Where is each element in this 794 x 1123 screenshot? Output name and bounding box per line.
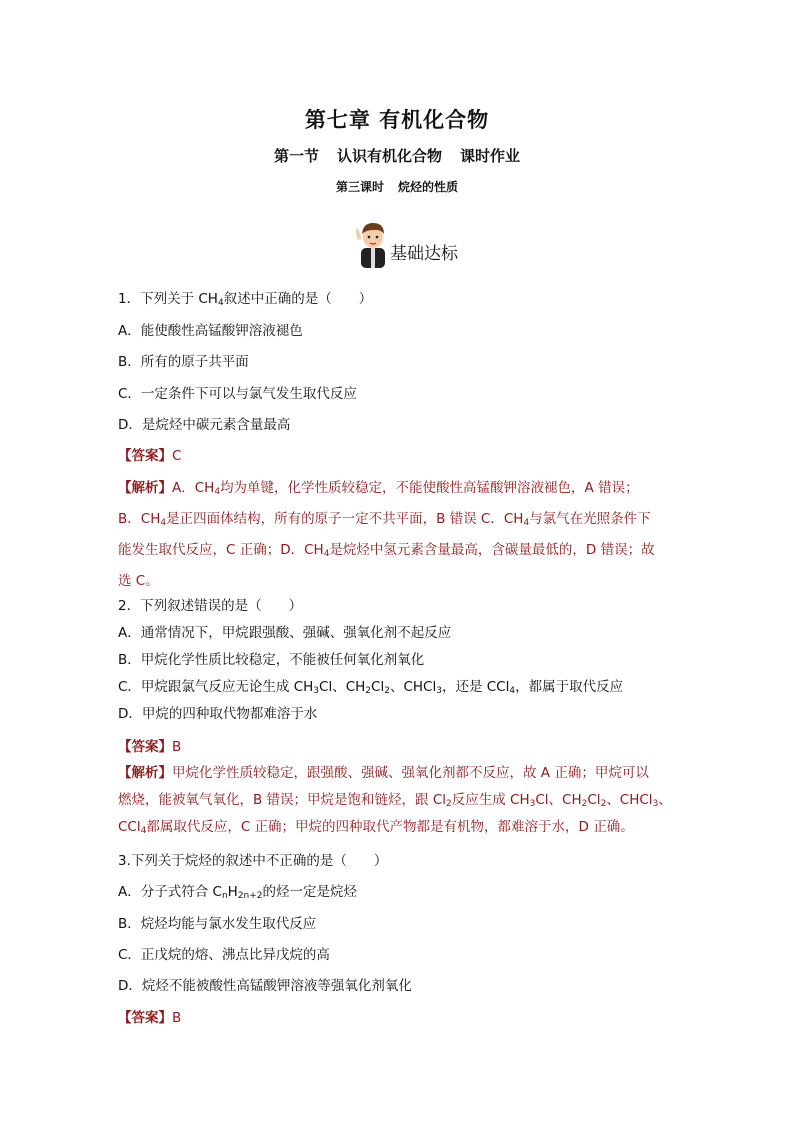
- q1-analysis-line1: [118, 479, 686, 497]
- q1-answer-value: C: [172, 448, 182, 464]
- q1-stem-end: 叙述中正确的是（ ）: [223, 291, 373, 307]
- q3-answer-value: B: [172, 1010, 182, 1026]
- q2-c-sub1: 3: [313, 686, 320, 696]
- section-number: 第一节: [273, 147, 319, 165]
- q2-a3-text-end: 都属取代反应，C 正确；甲烷的四种取代产物都是有机物，都难溶于水，D 正确。: [146, 819, 634, 835]
- q2-a1-text: 甲烷化学性质较稳定，跟强酸、强碱、强氧化剂都不反应，故 A 正确；甲烷可以: [172, 765, 649, 781]
- q1-analysis-line3: [118, 541, 686, 559]
- q1-a2-sub2: 4: [523, 518, 530, 528]
- q2-a2-sub4: 2: [600, 799, 607, 809]
- q2-c-sub4: 3: [436, 686, 442, 696]
- q1-stem-sub: 4: [217, 298, 224, 308]
- q2-c-text2: Cl、CH: [319, 679, 366, 695]
- q1-analysis-label: 【解析】: [118, 480, 172, 496]
- basics-banner: [356, 218, 458, 268]
- q3-a-sub1: n: [221, 891, 228, 901]
- q2-c-sub3: 2: [384, 686, 390, 696]
- q1-answer: [118, 447, 686, 465]
- q3-a-text2: H: [227, 884, 238, 900]
- q1-a2-text: B．CH: [118, 511, 161, 527]
- q3-option-a: [118, 883, 686, 901]
- q1-answer-label: 【答案】: [118, 448, 172, 464]
- q1-option-b: B．所有的原子共平面: [118, 354, 249, 370]
- q1-option-c: C．一定条件下可以与氯气发生取代反应: [118, 386, 357, 402]
- q3-a-sub2: 2n+2: [237, 891, 263, 901]
- q2-analysis-line1: [118, 764, 686, 782]
- q1-analysis-line2: [118, 510, 686, 528]
- q1-a2-text-end: 与氯气在光照条件下: [529, 511, 651, 527]
- q1-a1-sub: 4: [214, 487, 221, 497]
- section-title: 认识有机化合物: [336, 147, 442, 165]
- q2-c-text3: Cl: [371, 679, 385, 695]
- q3-a-text: A．分子式符合 C: [118, 884, 222, 900]
- q2-a2-sub1: 2: [446, 799, 452, 809]
- q3-answer-label: 【答案】: [118, 1010, 172, 1026]
- q2-c-sub5: 4: [509, 686, 516, 696]
- q2-c-sub2: 2: [365, 686, 372, 696]
- q2-a2-sub3: 2: [581, 799, 588, 809]
- q2-analysis-line2: [118, 791, 686, 809]
- q1-option-a: A．能使酸性高锰酸钾溶液褪色: [118, 323, 303, 339]
- q2-a3-sub: 4: [140, 826, 147, 836]
- q2-analysis-line3: [118, 818, 686, 836]
- q3-option-d: D．烷烃不能被酸性高锰酸钾溶液等强氧化剂氧化: [118, 978, 412, 994]
- q2-stem: 2．下列叙述错误的是（ ）: [118, 598, 303, 614]
- q2-analysis-label: 【解析】: [118, 765, 172, 781]
- q2-a2-text: 燃烧，能被氧气氧化，B 错误；甲烷是饱和链烃，跟 Cl: [118, 792, 447, 808]
- homework-label: 课时作业: [460, 147, 521, 165]
- q3-a-text-end: 的烃一定是烷烃: [262, 884, 358, 900]
- q2-a2-sub2: 3: [529, 799, 536, 809]
- lesson-number: 第三课时: [335, 180, 384, 194]
- q1-a3-sub: 4: [323, 549, 330, 559]
- q2-a2-text-end: 、: [658, 792, 672, 808]
- banner-label: 基础达标: [390, 244, 458, 264]
- q2-c-text: C．甲烷跟氯气反应无论生成 CH: [118, 679, 314, 695]
- q2-option-c: [118, 678, 686, 696]
- student-icon: [356, 220, 390, 268]
- q1-stem-text: 1．下列关于 CH: [118, 291, 218, 307]
- chapter-title: 第七章 有机化合物: [304, 108, 490, 132]
- q2-a3-text: CCl: [118, 819, 141, 835]
- q2-c-text4: 、CHCl: [389, 679, 437, 695]
- section-heading: [0, 145, 794, 166]
- q2-a2-text2: 反应生成 CH: [451, 792, 530, 808]
- q1-a3-text-end: 是烷烃中氢元素含量最高，含碳量最低的，D 错误；故: [329, 542, 655, 558]
- q2-c-text5: ，还是 CCl: [441, 679, 510, 695]
- q2-option-b: B．甲烷化学性质比较稳定，不能被任何氧化剂氧化: [118, 652, 425, 668]
- q1-analysis-line4: 选 C。: [118, 573, 159, 589]
- q3-option-b: B．烷烃均能与氯水发生取代反应: [118, 916, 317, 932]
- lesson-title: 烷烃的性质: [398, 180, 459, 194]
- q2-option-d: D．甲烷的四种取代物都难溶于水: [118, 706, 318, 722]
- q1-a1-text-end: 均为单键，化学性质较稳定，不能使酸性高锰酸钾溶液褪色，A 错误；: [220, 480, 639, 496]
- q2-a2-text4: Cl: [587, 792, 601, 808]
- q3-option-c: C．正戊烷的熔、沸点比异戊烷的高: [118, 947, 330, 963]
- lesson-heading: [0, 178, 794, 195]
- q2-c-text-end: ，都属于取代反应: [515, 679, 624, 695]
- q2-answer-value: B: [172, 739, 182, 755]
- q3-answer: [118, 1009, 686, 1027]
- q1-a3-text: 能发生取代反应，C 正确；D．CH: [118, 542, 324, 558]
- q1-a1-text: A．CH: [172, 480, 215, 496]
- q2-a2-text5: 、CHCl: [606, 792, 653, 808]
- q3-stem: 3.下列关于烷烃的叙述中不正确的是（ ）: [118, 853, 388, 869]
- q2-a2-text3: Cl、CH: [535, 792, 582, 808]
- q2-answer-label: 【答案】: [118, 739, 172, 755]
- q2-a2-sub5: 3: [652, 799, 659, 809]
- q2-option-a: A．通常情况下，甲烷跟强酸、强碱、强氧化剂不起反应: [118, 625, 452, 641]
- q1-a2-text-mid: 是正四面体结构，所有的原子一定不共平面，B 错误 C．CH: [166, 511, 524, 527]
- q1-option-d: D．是烷烃中碳元素含量最高: [118, 417, 291, 433]
- q1-stem: [118, 290, 686, 308]
- q2-answer: [118, 738, 686, 756]
- q1-a2-sub: 4: [160, 518, 167, 528]
